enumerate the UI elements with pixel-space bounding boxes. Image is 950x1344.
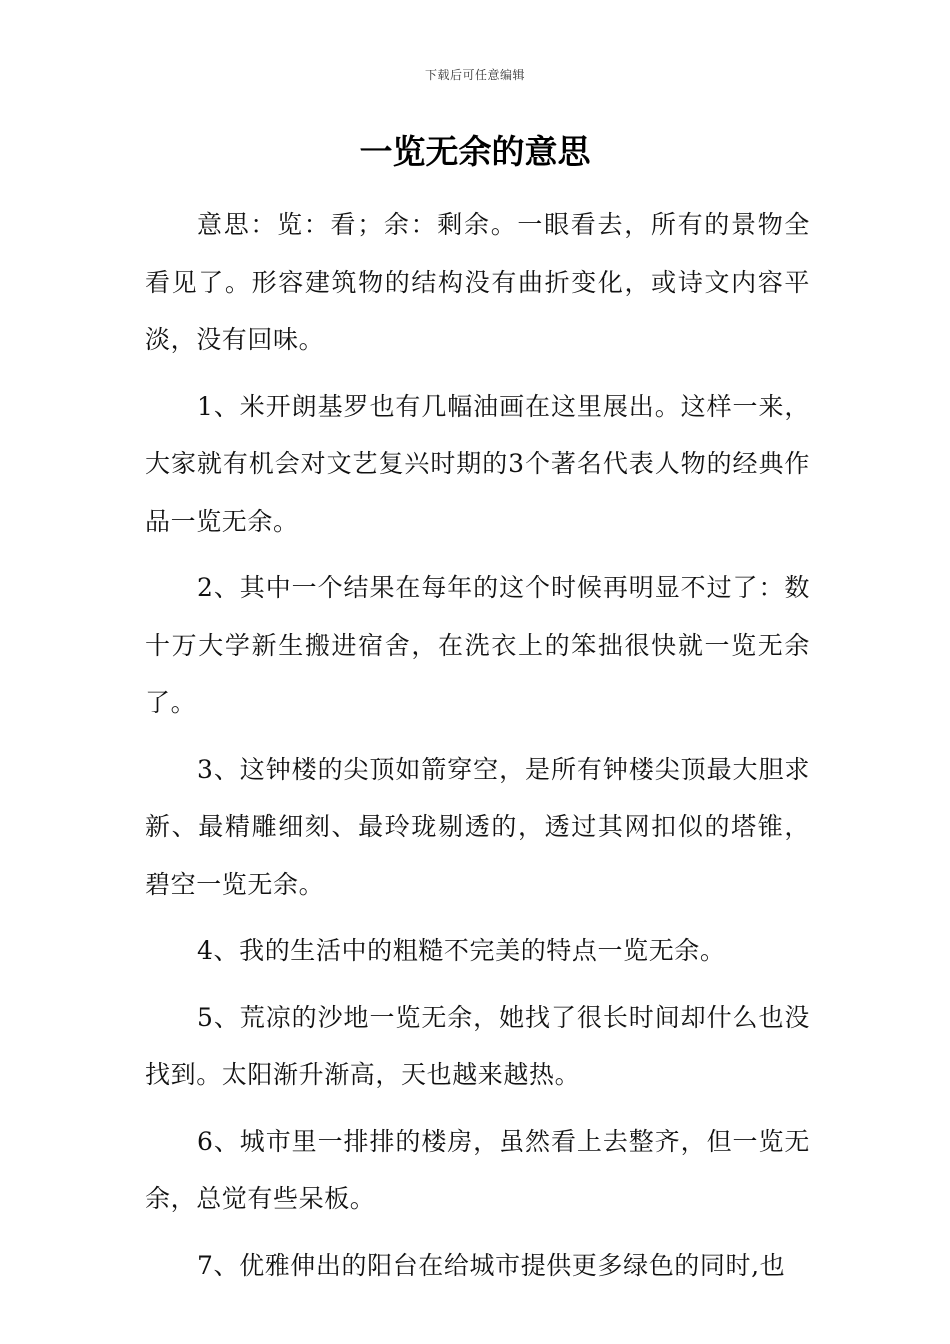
paragraph-example-1: 1、米开朗基罗也有几幅油画在这里展出。这样一来，大家就有机会对文艺复兴时期的3个著名代表人物的经典作品一览无余。 xyxy=(145,391,810,536)
paragraph-example-3: 3、这钟楼的尖顶如箭穿空，是所有钟楼尖顶最大胆求新、最精雕细刻、最玲珑剔透的，透过其网扣似的塔锥，碧空一览无余。 xyxy=(145,754,810,899)
header-note: 下载后可任意编辑 xyxy=(424,68,525,82)
paragraph-example-2: 2、其中一个结果在每年的这个时候再明显不过了：数十万大学新生搬进宿舍，在洗衣上的笨拙很快就一览无余了。 xyxy=(145,573,810,717)
paragraph-example-5: 5、荒凉的沙地一览无余，她找了很长时间却什么也没找到。太阳渐升渐高，天也越来越热。 xyxy=(145,1002,810,1089)
paragraph-example-7: 7、优雅伸出的阳台在给城市提供更多绿色的同时,也 xyxy=(197,1250,786,1280)
page-title: 一览无余的意思 xyxy=(359,132,591,171)
paragraph-example-6: 6、城市里一排排的楼房，虽然看上去整齐，但一览无余，总觉有些呆板。 xyxy=(145,1126,810,1213)
paragraph-definition: 意思：览：看；余：剩余。一眼看去，所有的景物全看见了。形容建筑物的结构没有曲折变化，或诗文内容平淡，没有回味。 xyxy=(145,210,810,354)
body-text xyxy=(145,196,810,1303)
paragraph-example-4: 4、我的生活中的粗糙不完美的特点一览无余。 xyxy=(197,936,726,965)
